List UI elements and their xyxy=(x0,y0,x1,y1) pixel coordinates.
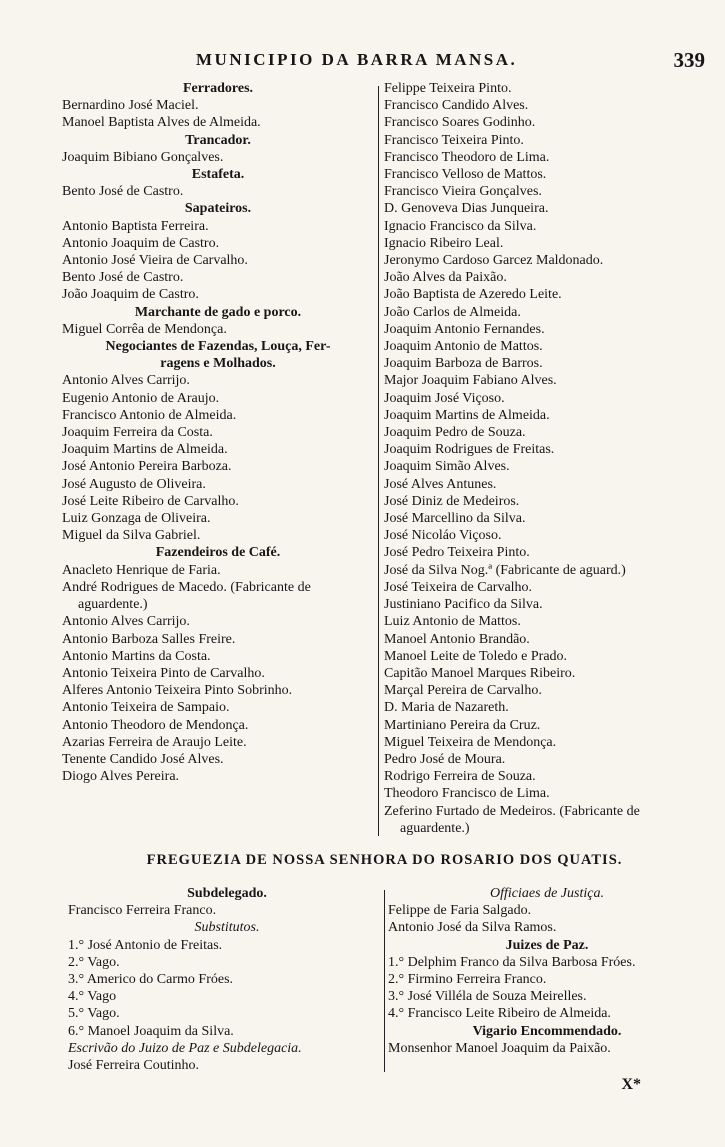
entry-line: Joaquim Bibiano Gonçalves. xyxy=(62,149,224,165)
entry-line: Anacleto Henrique de Faria. xyxy=(62,562,221,578)
entry-line: Joaquim Martins de Almeida. xyxy=(62,442,228,458)
entry-line: Francisco Velloso de Mattos. xyxy=(384,167,547,183)
entry-line: Francisco Vieira Gonçalves. xyxy=(384,184,542,200)
entry-line: 1.° José Antonio de Freitas. xyxy=(68,937,223,953)
entry-line: Monsenhor Manoel Joaquim da Paixão. xyxy=(388,1040,611,1056)
entry-line: José Augusto de Oliveira. xyxy=(62,476,206,492)
entry-line: Ignacio Ribeiro Leal. xyxy=(384,235,504,251)
section-heading: Estafeta. xyxy=(191,167,245,183)
entry-line: Miguel Teixeira de Mendonça. xyxy=(384,734,557,750)
entry-line: D. Maria de Nazareth. xyxy=(384,700,509,716)
entry-line: Pedro José de Moura. xyxy=(384,751,506,767)
entry-line: Antonio Barboza Salles Freire. xyxy=(62,631,236,647)
left-column xyxy=(62,80,374,785)
entry-line: José Alves Antunes. xyxy=(384,476,497,492)
entry-line: Francisco Ferreira Franco. xyxy=(68,903,217,919)
entry-line: Martiniano Pereira da Cruz. xyxy=(384,717,541,733)
section-heading: Trancador. xyxy=(185,132,251,148)
entry-line: Antonio Baptista Ferreira. xyxy=(62,218,209,234)
entry-line: Francisco Theodoro de Lima. xyxy=(384,149,550,165)
section-heading: Ferradores. xyxy=(182,81,254,96)
entry-line: Joaquim Pedro de Souza. xyxy=(384,425,526,441)
page-title: MUNICIPIO DA BARRA MANSA. xyxy=(196,50,518,69)
entry-line: Antonio Joaquim de Castro. xyxy=(62,235,220,251)
entry-line: Miguel da Silva Gabriel. xyxy=(62,528,201,544)
entry-line: Manoel Leite de Toledo e Prado. xyxy=(384,648,568,664)
section-subheading: Escrivão do Juizo de Paz e Subdelegacia. xyxy=(68,1040,302,1056)
entry-line: Azarias Ferreira de Araujo Leite. xyxy=(62,734,247,750)
entry-line: Luiz Gonzaga de Oliveira. xyxy=(62,511,211,527)
entry-line: Bento José de Castro. xyxy=(62,270,184,286)
entry-line: Joaquim Martins de Almeida. xyxy=(384,407,550,423)
entry-line: Marçal Pereira de Carvalho. xyxy=(384,683,542,699)
entry-line: José Marcellino da Silva. xyxy=(384,511,526,527)
entry-line: 2.° Firmino Ferreira Franco. xyxy=(388,972,547,988)
entry-line: 3.° Americo do Carmo Fróes. xyxy=(68,972,234,988)
entry-line: Theodoro Francisco de Lima. xyxy=(384,786,550,802)
entry-line: Antonio Teixeira de Sampaio. xyxy=(62,700,230,716)
entry-line: Antonio José da Silva Ramos. xyxy=(388,920,557,936)
section-heading: ragens e Molhados. xyxy=(160,356,276,372)
section-heading: Fazendeiros de Café. xyxy=(155,545,281,561)
signature-mark: X* xyxy=(621,1076,641,1093)
section-heading: Subdelegado. xyxy=(187,886,267,901)
entry-line: Francisco Candido Alves. xyxy=(384,98,529,114)
entry-line: Eugenio Antonio de Araujo. xyxy=(62,390,220,406)
entry-line: Manoel Antonio Brandão. xyxy=(384,631,530,647)
page-number: 339 xyxy=(673,48,705,72)
entry-line: Francisco Soares Godinho. xyxy=(384,115,536,131)
entry-line: Jeronymo Cardoso Garcez Maldonado. xyxy=(384,253,604,269)
entry-line: José Leite Ribeiro de Carvalho. xyxy=(62,493,239,509)
entry-line: 5.° Vago. xyxy=(68,1006,120,1022)
entry-line: Zeferino Furtado de Medeiros. (Fabricante de aguardente.) xyxy=(384,803,640,836)
entry-line: José Teixeira de Carvalho. xyxy=(384,579,533,595)
page-header xyxy=(60,48,705,78)
entry-line: Luiz Antonio de Mattos. xyxy=(384,614,521,630)
entry-line: Joaquim Rodrigues de Freitas. xyxy=(384,442,555,458)
section-heading: Sapateiros. xyxy=(184,201,252,217)
entry-line: Joaquim Antonio de Mattos. xyxy=(384,339,543,355)
lower-right-column xyxy=(388,885,706,1057)
entry-line: Tenente Candido José Alves. xyxy=(62,751,224,767)
right-column xyxy=(384,80,704,837)
entry-line: Felippe de Faria Salgado. xyxy=(388,903,532,919)
entry-line: Manoel Baptista Alves de Almeida. xyxy=(62,115,261,131)
entry-line: José da Silva Nog.ª (Fabricante de aguard.) xyxy=(384,562,626,578)
freguezia-title: FREGUEZIA DE NOSSA SENHORA DO ROSARIO DOS QUATIS. xyxy=(146,852,623,868)
entry-line: Antonio Teixeira Pinto de Carvalho. xyxy=(62,665,265,681)
entry-line: D. Genoveva Dias Junqueira. xyxy=(384,201,549,217)
entry-line: Rodrigo Ferreira de Souza. xyxy=(384,769,536,785)
entry-line: Antonio José Vieira de Carvalho. xyxy=(62,253,248,269)
entry-line: 6.° Manoel Joaquim da Silva. xyxy=(68,1023,234,1039)
entry-line: João Carlos de Almeida. xyxy=(384,304,521,320)
entry-line: Alferes Antonio Teixeira Pinto Sobrinho. xyxy=(62,683,293,699)
entry-line: Antonio Alves Carrijo. xyxy=(62,373,190,389)
section-heading: Juizes de Paz. xyxy=(505,937,589,953)
entry-line: João Baptista de Azeredo Leite. xyxy=(384,287,562,303)
entry-line: Antonio Martins da Costa. xyxy=(62,648,211,664)
entry-line: 1.° Delphim Franco da Silva Barbosa Fróes. xyxy=(388,954,636,970)
column-divider xyxy=(378,86,379,836)
section-subheading: Officiaes de Justiça. xyxy=(490,886,604,901)
section-heading: Marchante de gado e porco. xyxy=(134,304,302,320)
entry-line: Francisco Teixeira Pinto. xyxy=(384,132,524,148)
entry-line: Joaquim José Viçoso. xyxy=(384,390,505,406)
entry-line: Capitão Manoel Marques Ribeiro. xyxy=(384,665,576,681)
entry-line: 4.° Francisco Leite Ribeiro de Almeida. xyxy=(388,1006,611,1022)
lower-left-column xyxy=(68,885,386,1074)
entry-line: Major Joaquim Fabiano Alves. xyxy=(384,373,557,389)
entry-line: José Diniz de Medeiros. xyxy=(384,493,520,509)
entry-line: Joaquim Antonio Fernandes. xyxy=(384,321,545,337)
entry-line: Francisco Antonio de Almeida. xyxy=(62,407,237,423)
entry-line: 3.° José Villéla de Souza Meirelles. xyxy=(388,989,587,1005)
entry-line: Joaquim Simão Alves. xyxy=(384,459,510,475)
entry-line: 2.° Vago. xyxy=(68,954,120,970)
entry-line: Diogo Alves Pereira. xyxy=(62,769,180,785)
entry-line: Joaquim Ferreira da Costa. xyxy=(62,425,213,441)
entry-line: Antonio Alves Carrijo. xyxy=(62,614,190,630)
entry-line: Bento José de Castro. xyxy=(62,184,184,200)
entry-line: Bernardino José Maciel. xyxy=(62,98,199,114)
entry-line: José Pedro Teixeira Pinto. xyxy=(384,545,530,561)
entry-line: Ignacio Francisco da Silva. xyxy=(384,218,537,234)
entry-line: Joaquim Barboza de Barros. xyxy=(384,356,543,372)
entry-line: André Rodrigues de Macedo. (Fabricante de aguardente.) xyxy=(62,579,311,613)
lower-column-divider xyxy=(384,890,385,1072)
entry-line: José Antonio Pereira Barboza. xyxy=(62,459,232,475)
entry-line: Antonio Theodoro de Mendonça. xyxy=(62,717,249,733)
section-heading: Vigario Encommendado. xyxy=(472,1023,622,1039)
entry-line: 4.° Vago xyxy=(68,989,117,1005)
entry-line: Felippe Teixeira Pinto. xyxy=(384,81,512,96)
entry-line: João Alves da Paixão. xyxy=(384,270,507,286)
section-subheading: Substitutos. xyxy=(194,920,260,936)
entry-line: José Ferreira Coutinho. xyxy=(68,1058,200,1074)
entry-line: Justiniano Pacifico da Silva. xyxy=(384,597,543,613)
entry-line: João Joaquim de Castro. xyxy=(62,287,199,303)
entry-line: Miguel Corrêa de Mendonça. xyxy=(62,321,227,337)
entry-line: José Nicoláo Viçoso. xyxy=(384,528,502,544)
section-heading: Negociantes de Fazendas, Louça, Fer- xyxy=(105,339,331,355)
